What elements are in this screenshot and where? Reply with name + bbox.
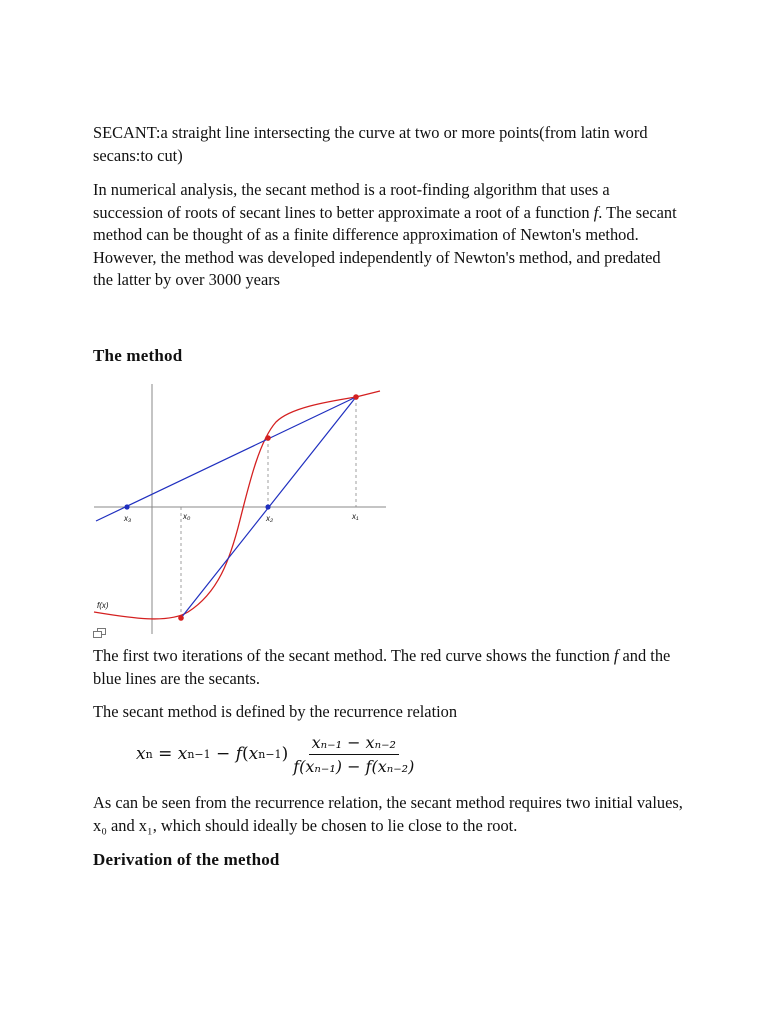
intro-paragraph: [93, 179, 683, 292]
figure-caption: [93, 645, 683, 690]
recurrence-intro: The secant method is defined by the recurrence relation: [93, 702, 458, 721]
secant-line-1: [96, 397, 356, 521]
label-x0: x₀: [183, 512, 191, 521]
root-x3: [124, 504, 129, 509]
caption-text-a: The first two iterations of the secant method. The red curve shows the function: [93, 646, 614, 665]
intro-paragraph-text-a: In numerical analysis, the secant method is a root-finding algorithm that uses a succession of roots of secant lines to better approximate a root of a function: [93, 180, 610, 222]
formula-lhs: x: [136, 744, 146, 764]
formula-equals: =: [152, 744, 178, 764]
formula-denominator: f(xₙ₋₁) − f(xₙ₋₂): [293, 756, 415, 776]
formula-lhs-sub: n: [145, 747, 153, 761]
initial-values-text-b: , which should ideally be chosen to lie close to the root.: [152, 815, 518, 835]
label-x2: x₂: [266, 514, 274, 523]
formula-open-paren: (: [242, 744, 249, 764]
symbol-x0: x₀: [93, 815, 107, 835]
intro-paragraph-text-b: . The secant method can be thought of as a finite difference approximation of Newton's method. However, the method was developed independently of Newton's method, and predated the latter by over 3000 years: [93, 202, 677, 289]
formula-fx: x: [248, 744, 259, 764]
initial-values-text-a: As can be seen from the recurrence relation, the secant method requires two initial values,: [93, 793, 683, 812]
point-f-x2: [265, 435, 271, 441]
label-x1: x₁: [352, 512, 359, 521]
symbol-x1: x₁: [138, 815, 153, 835]
formula-term1-sub: n−1: [187, 747, 211, 761]
formula-term1: x: [177, 744, 188, 764]
heading-derivation: Derivation of the method: [93, 850, 280, 869]
formula-fraction: [290, 733, 417, 776]
formula-minus: −: [210, 744, 236, 764]
formula-fx-sub: n−1: [258, 747, 282, 761]
initial-values-and: and: [106, 815, 139, 835]
caption-text-b: and the blue lines are the secants.: [93, 646, 671, 688]
label-fx: f(x): [97, 601, 109, 610]
formula-close-paren: ): [281, 744, 289, 764]
point-f-x1: [353, 394, 359, 400]
function-curve: [94, 391, 380, 619]
formula-f: f: [235, 744, 243, 764]
heading-the-method: The method: [93, 346, 183, 365]
initial-values-paragraph: [93, 792, 683, 837]
recurrence-formula: [136, 728, 417, 780]
label-x3: x₃: [124, 514, 132, 523]
enlarge-image-icon[interactable]: [93, 628, 107, 638]
point-f-x0: [178, 615, 184, 621]
caption-function-symbol: f: [613, 646, 619, 665]
function-symbol-f: f: [593, 202, 599, 222]
secant-method-figure: [90, 380, 390, 640]
root-x2: [265, 504, 270, 509]
intro-definition: SECANT:a straight line intersecting the curve at two or more points(from latin word secans:to cut): [93, 123, 648, 165]
formula-numerator: xₙ₋₁ − xₙ₋₂: [309, 733, 399, 755]
